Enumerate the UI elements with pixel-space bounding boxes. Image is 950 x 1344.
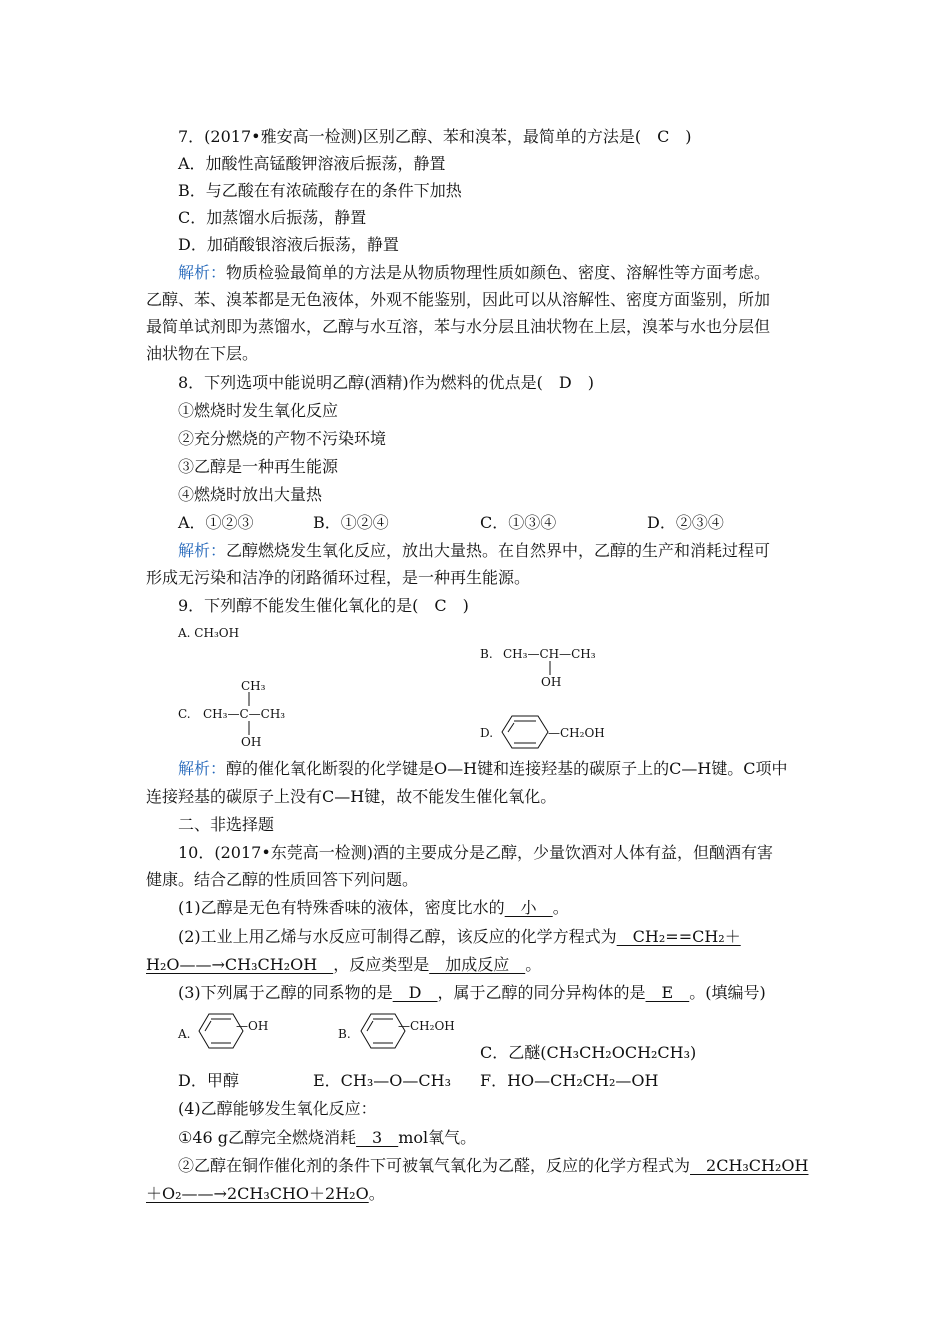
q10-stem-line1: 10．(2017•东莞高一检测)酒的主要成分是乙醇，少量饮酒对人体有益，但酗酒有害 <box>178 843 774 862</box>
q7-explanation-line4: 油状物在下层。 <box>146 344 259 363</box>
q10-p3-end: 。(填编号) <box>689 983 766 1002</box>
q8-item-3: ③乙醇是一种再生能源 <box>178 457 339 476</box>
q8-option-c: C．①③④ <box>480 513 557 532</box>
q10-p3-answer1: D <box>392 983 438 1002</box>
q10-p4a-text: ①46 g乙醇完全燃烧消耗 <box>178 1128 357 1147</box>
q10-p4a-end: mol氧气。 <box>398 1128 477 1147</box>
q7-option-b: B．与乙酸在有浓硫酸存在的条件下加热 <box>178 181 462 200</box>
q9-option-c-oh: OH <box>241 735 262 749</box>
q10-part4b-line2 <box>146 1183 385 1205</box>
q8-item-4: ④燃烧时放出大量热 <box>178 485 323 504</box>
q8-option-d: D．②③④ <box>647 513 724 532</box>
q8-option-a: A．①②③ <box>178 513 254 532</box>
q10-p2-end: 。 <box>525 955 542 974</box>
q10-p1-answer: 小 <box>504 898 553 917</box>
q9-option-c-label: C. <box>178 707 191 721</box>
q10-p4b-answer1: 2CH₃CH₂OH <box>690 1156 809 1175</box>
q7-explanation-line1 <box>178 262 770 284</box>
q10-p4a-answer: 3 <box>356 1128 399 1147</box>
q8-item-2: ②充分燃烧的产物不污染环境 <box>178 429 387 448</box>
q9-c-bond-top <box>248 692 250 708</box>
q10-option-d: D．甲醇 <box>178 1071 239 1090</box>
q10-p2-mid: ，反应类型是 <box>333 955 430 974</box>
q9-explanation-line2: 连接羟基的碳原子上没有C—H键，故不能发生催化氧化。 <box>146 787 557 806</box>
q10-p3-mid: ，属于乙醇的同分异构体的是 <box>437 983 646 1002</box>
q9-explanation-line1 <box>178 758 788 780</box>
q9-option-d-formula: —CH₂OH <box>548 726 605 740</box>
q10-p4b-end: 。 <box>368 1184 385 1203</box>
q9-option-a: A. CH₃OH <box>178 626 240 640</box>
section-heading: 二、非选择题 <box>178 815 275 834</box>
q10-p3-answer2: E <box>645 983 690 1002</box>
q10-p2-text: (2)工业上用乙烯与水反应可制得乙醇，该反应的化学方程式为 <box>178 927 617 946</box>
q10-option-a-label: A. <box>178 1027 191 1041</box>
q10-p2-answer-eq1: CH₂==CH₂＋ <box>616 927 741 946</box>
q7-exp-text: 物质检验最简单的方法是从物质物理性质如颜色、密度、溶解性等方面考虑。 <box>226 263 771 282</box>
q10-p4b-text: ②乙醇在铜作催化剂的条件下可被氧气氧化为乙醛，反应的化学方程式为 <box>178 1156 691 1175</box>
q10-p1-end: 。 <box>552 898 569 917</box>
q7-explanation-line2: 乙醇、苯、溴苯都是无色液体，外观不能鉴别，因此可以从溶解性、密度方面鉴别，所加 <box>146 290 771 309</box>
q9-exp-text: 醇的催化氧化断裂的化学键是O—H键和连接羟基的碳原子上的C—H键。C项中 <box>226 759 788 778</box>
q7-stem: 7．(2017•雅安高一检测)区别乙醇、苯和溴苯，最简单的方法是( C ) <box>178 127 692 146</box>
jiexi-label: 解析： <box>178 263 227 282</box>
q9-option-c-formula: CH₃—C—CH₃ <box>203 707 286 721</box>
q10-part4a <box>178 1127 476 1149</box>
q10-stem-line2: 健康。结合乙醇的性质回答下列问题。 <box>146 870 419 889</box>
q7-option-c: C．加蒸馏水后振荡，静置 <box>178 208 367 227</box>
q10-option-c: C．乙醚(CH₃CH₂OCH₂CH₃) <box>480 1043 697 1062</box>
q9-option-b-oh: OH <box>541 675 562 689</box>
q10-option-b-label: B. <box>338 1027 351 1041</box>
q10-p2-answer-type: 加成反应 <box>429 955 526 974</box>
q10-part4: (4)乙醇能够发生氧化反应： <box>178 1099 377 1118</box>
q10-option-f: F．HO—CH₂CH₂—OH <box>480 1071 659 1090</box>
q10-part1 <box>178 897 569 919</box>
q8-option-b: B．①②④ <box>313 513 389 532</box>
q9-stem: 9．下列醇不能发生催化氧化的是( C ) <box>178 596 469 615</box>
q10-part4b-line1 <box>178 1155 809 1177</box>
q9-option-d-label: D. <box>480 726 494 740</box>
q7-option-d: D．加硝酸银溶液后振荡，静置 <box>178 235 399 254</box>
q10-p2-answer-eq2: H₂O——→CH₃CH₂OH <box>146 955 334 974</box>
jiexi-label: 解析： <box>178 541 227 560</box>
q9-option-b-formula: CH₃—CH—CH₃ <box>503 647 596 661</box>
benzene-ring-icon <box>500 714 550 750</box>
q10-p3-text: (3)下列属于乙醇的同系物的是 <box>178 983 393 1002</box>
jiexi-label: 解析： <box>178 759 227 778</box>
q8-stem: 8．下列选项中能说明乙醇(酒精)作为燃料的优点是( D ) <box>178 373 594 392</box>
q10-p4b-answer2: ＋O₂——→2CH₃CHO＋2H₂O <box>146 1184 369 1203</box>
q8-explanation-line2: 形成无污染和洁净的闭路循环过程，是一种再生能源。 <box>146 568 531 587</box>
q7-explanation-line3: 最简单试剂即为蒸馏水，乙醇与水互溶，苯与水分层且油状物在上层，溴苯与水也分层但 <box>146 317 771 336</box>
q10-p1-text: (1)乙醇是无色有特殊香味的液体，密度比水的 <box>178 898 505 917</box>
q10-part2-line1 <box>178 926 741 948</box>
q8-explanation-line1 <box>178 540 770 562</box>
q10-option-a-formula: —OH <box>236 1019 269 1033</box>
q9-option-c-top: CH₃ <box>241 679 266 693</box>
q10-option-b-formula: —CH₂OH <box>398 1019 455 1033</box>
q9-option-b-label: B. <box>480 647 493 661</box>
q10-part3 <box>178 982 766 1004</box>
q8-exp-text: 乙醇燃烧发生氧化反应，放出大量热。在自然界中，乙醇的生产和消耗过程可 <box>226 541 771 560</box>
q10-part2-line2 <box>146 954 541 976</box>
q7-option-a: A．加酸性高锰酸钾溶液后振荡，静置 <box>178 154 446 173</box>
q10-option-e: E．CH₃—O—CH₃ <box>313 1071 452 1090</box>
q8-item-1: ①燃烧时发生氧化反应 <box>178 401 339 420</box>
